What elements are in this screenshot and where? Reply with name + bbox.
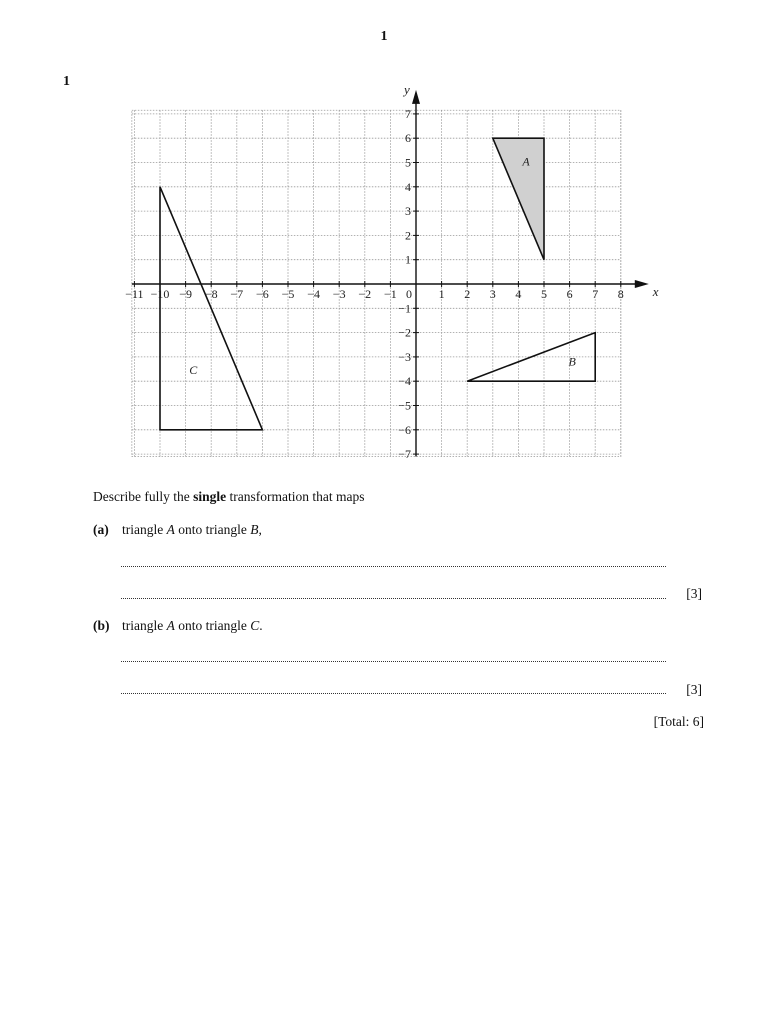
triangle-c-label: C: [189, 363, 198, 378]
y-tick-label: 7: [405, 106, 411, 121]
part-b-text-3: .: [259, 618, 263, 633]
y-axis-label: y: [404, 81, 410, 97]
total-marks: [Total: 6]: [653, 714, 704, 729]
part-a-text-2: onto triangle: [174, 522, 251, 537]
y-tick-label: 3: [405, 204, 411, 219]
x-tick-label: 6: [566, 287, 573, 301]
triangle-b-label: B: [568, 354, 576, 369]
x-tick-label: 1: [438, 287, 445, 301]
question-number: 1: [63, 74, 70, 89]
part-a-label: (a): [93, 522, 109, 537]
y-tick-label: 1: [405, 252, 411, 267]
x-tick-label: −11: [125, 287, 144, 301]
x-tick-label: 5: [541, 287, 547, 301]
intro-text-end: transformation that maps: [226, 489, 365, 504]
part-a-text-3: ,: [258, 522, 262, 537]
y-tick-label: −6: [398, 422, 411, 437]
x-tick-label: −1: [384, 287, 397, 301]
y-axis-arrowhead: [412, 90, 420, 104]
part-b-text-1: triangle: [122, 618, 167, 633]
y-tick-label: −4: [398, 374, 411, 389]
page-number: 1: [380, 29, 388, 44]
part-a-text: [122, 522, 262, 538]
x-tick-label: −4: [307, 287, 320, 301]
triangle-a-label: A: [522, 154, 530, 169]
part-a-text-1: triangle: [122, 522, 167, 537]
x-axis-arrowhead: [635, 280, 649, 288]
part-b-marks: [3]: [686, 682, 702, 697]
coordinate-grid: [0, 0, 768, 470]
intro-text-start: Describe fully the: [93, 489, 194, 504]
y-tick-label: 4: [405, 179, 411, 194]
question-intro: [93, 489, 364, 505]
part-b-text: [122, 618, 263, 634]
x-tick-label: 8: [617, 287, 624, 301]
part-b-answer-line-2[interactable]: [121, 693, 666, 694]
x-tick-label: −2: [358, 287, 372, 301]
y-tick-label: 6: [405, 131, 411, 146]
part-b-label: (b): [93, 618, 110, 633]
x-tick-label: 2: [464, 287, 471, 301]
x-tick-label: −10: [150, 287, 170, 301]
y-tick-label: −1: [398, 301, 411, 316]
x-tick-label: −9: [179, 287, 192, 301]
x-tick-label: 3: [489, 287, 496, 301]
y-tick-label: −7: [398, 447, 411, 462]
part-a-triangle-1: A: [166, 522, 175, 537]
part-a-triangle-2: B: [250, 522, 259, 537]
part-b-answer-line-1[interactable]: [121, 661, 666, 662]
x-tick-label: −7: [230, 287, 244, 301]
part-a-answer-line-2[interactable]: [121, 598, 666, 599]
x-tick-label: −8: [204, 287, 218, 301]
part-a-marks: [3]: [686, 586, 702, 601]
part-a-answer-line-1[interactable]: [121, 566, 666, 567]
part-b-text-2: onto triangle: [174, 618, 251, 633]
part-b-triangle-1: A: [166, 618, 175, 633]
x-tick-label: 0: [406, 287, 412, 301]
x-tick-label: 7: [592, 287, 599, 301]
y-tick-label: 5: [405, 155, 411, 170]
x-tick-label: −3: [332, 287, 346, 301]
x-tick-label: −5: [281, 287, 295, 301]
y-tick-label: 2: [405, 228, 411, 243]
intro-bold-word: single: [193, 489, 227, 504]
x-tick-label: 4: [515, 287, 522, 301]
x-axis-label: x: [652, 284, 659, 299]
part-b-triangle-2: C: [250, 618, 260, 633]
y-tick-label: −5: [398, 398, 411, 413]
x-tick-label: −6: [256, 287, 269, 301]
triangle-a: [493, 138, 544, 260]
y-tick-label: −3: [398, 349, 411, 364]
y-tick-label: −2: [398, 325, 411, 340]
